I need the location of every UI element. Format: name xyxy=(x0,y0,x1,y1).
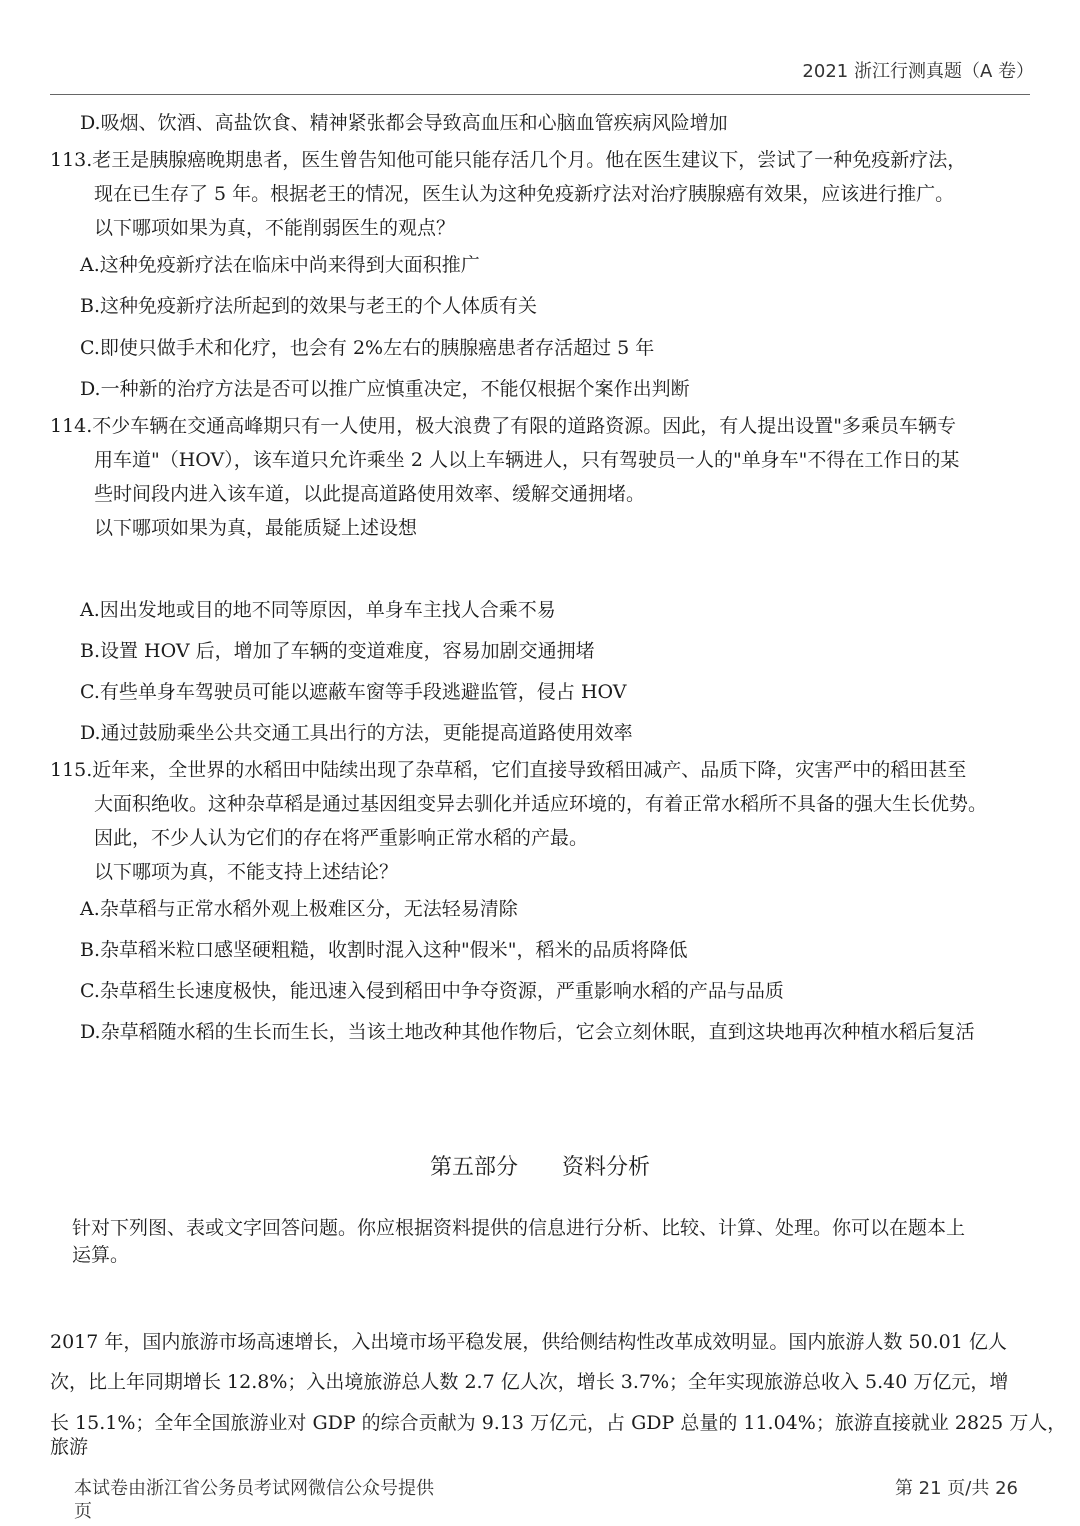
q115-option-d: D.杂草稻随水稻的生长而生长，当该土地改种其他作物后，它会立刻休眠，直到这块地再次种植水稻后复活 xyxy=(80,1021,975,1043)
passage-line-1: 2017 年，国内旅游市场高速增长，入出境市场平稳发展，供给侧结构性改革成效明显。国内旅游人数 50.01 亿人 xyxy=(50,1331,1007,1353)
passage-line-4: 旅游 xyxy=(50,1436,89,1458)
q114-option-d: D.通过鼓励乘坐公共交通工具出行的方法，更能提高道路使用效率 xyxy=(80,722,633,744)
exam-title-header: 2021 浙江行测真题（A 卷） xyxy=(802,61,1034,82)
header-divider xyxy=(50,94,1030,95)
q114-option-a: A.因出发地或目的地不同等原因，单身车主找人合乘不易 xyxy=(80,599,556,621)
q114-option-b: B.设置 HOV 后，增加了车辆的变道难度，容易加剧交通拥堵 xyxy=(80,640,595,662)
q113-option-b: B.这种免疫新疗法所起到的效果与老王的个人体质有关 xyxy=(80,295,538,317)
passage-line-3: 长 15.1%；全年全国旅游业对 GDP 的综合贡献为 9.13 万亿元，占 GDP 总量的 11.04%；旅游直接就业 2825 万人， xyxy=(50,1412,1067,1434)
q115-question: 以下哪项为真，不能支持上述结论？ xyxy=(94,861,399,883)
section-name: 资料分析 xyxy=(562,1155,651,1180)
passage-line-2: 次，比上年同期增长 12.8%；入出境旅游总人数 2.7 亿人次，增长 3.7%；全年实现旅游总收入 5.40 万亿元，增 xyxy=(50,1371,1009,1393)
section-instructions-line-1: 针对下列图、表或文字回答问题。你应根据资料提供的信息进行分析、比较、计算、处理。你可以在题本上 xyxy=(72,1217,966,1239)
page-number: 第 21 页/共 26 xyxy=(894,1478,1018,1499)
q115-stem-line-2: 大面积绝收。这种杂草稻是通过基因组变异去驯化并适应环境的，有着正常水稻所不具备的强大生长优势。 xyxy=(94,793,988,815)
q113-question: 以下哪项如果为真，不能削弱医生的观点？ xyxy=(94,217,456,239)
q113-stem-line-1: 113.老王是胰腺癌晚期患者，医生曾告知他可能只能存活几个月。他在医生建议下，尝试了一种免疫新疗法， xyxy=(50,149,967,171)
q113-option-c: C.即使只做手术和化疗，也会有 2%左右的胰腺癌患者存活超过 5 年 xyxy=(80,337,655,359)
q115-stem-line-1: 115.近年来，全世界的水稻田中陆续出现了杂草稻，它们直接导致稻田减产、品质下降，灾害严中的稻田甚至 xyxy=(50,759,967,781)
footer-source: 本试卷由浙江省公务员考试网微信公众号提供 xyxy=(74,1478,434,1499)
q115-option-a: A.杂草稻与正常水稻外观上极难区分，无法轻易清除 xyxy=(80,898,518,920)
q115-option-c: C.杂草稻生长速度极快，能迅速入侵到稻田中争夺资源，严重影响水稻的产品与品质 xyxy=(80,980,784,1002)
section-instructions-line-2: 运算。 xyxy=(72,1244,130,1266)
q113-option-a: A.这种免疫新疗法在临床中尚来得到大面积推广 xyxy=(80,254,480,276)
footer-source-tail: 页 xyxy=(74,1501,92,1522)
q115-option-b: B.杂草稻米粒口感坚硬粗糙，收割时混入这种"假米"，稻米的品质将降低 xyxy=(80,939,688,961)
q114-stem-line-1: 114.不少车辆在交通高峰期只有一人使用，极大浪费了有限的道路资源。因此，有人提出设置"多乘员车辆专 xyxy=(50,415,957,437)
q114-option-c: C.有些单身车驾驶员可能以遮蔽车窗等手段逃避监管，侵占 HOV xyxy=(80,681,627,703)
q114-stem-line-3: 些时间段内进入该车道，以此提高道路使用效率、缓解交通拥堵。 xyxy=(94,483,646,505)
q112-option-d: D.吸烟、饮酒、高盐饮食、精神紧张都会导致高血压和心脑血管疾病风险增加 xyxy=(80,112,728,134)
section-part: 第五部分 xyxy=(429,1155,518,1180)
q114-question: 以下哪项如果为真，最能质疑上述设想 xyxy=(94,517,418,539)
q114-stem-line-2: 用车道"（HOV），该车道只允许乘坐 2 人以上车辆进人，只有驾驶员一人的"单身车"不得在工作日的某 xyxy=(94,449,960,471)
q113-stem-line-2: 现在已生存了 5 年。根据老王的情况，医生认为这种免疫新疗法对治疗胰腺癌有效果，应该进行推广。 xyxy=(94,183,955,205)
q113-option-d: D.一种新的治疗方法是否可以推广应慎重决定，不能仅根据个案作出判断 xyxy=(80,378,690,400)
section-title xyxy=(0,1150,1080,1181)
q115-stem-line-3: 因此，不少人认为它们的存在将严重影响正常水稻的产最。 xyxy=(94,827,589,849)
